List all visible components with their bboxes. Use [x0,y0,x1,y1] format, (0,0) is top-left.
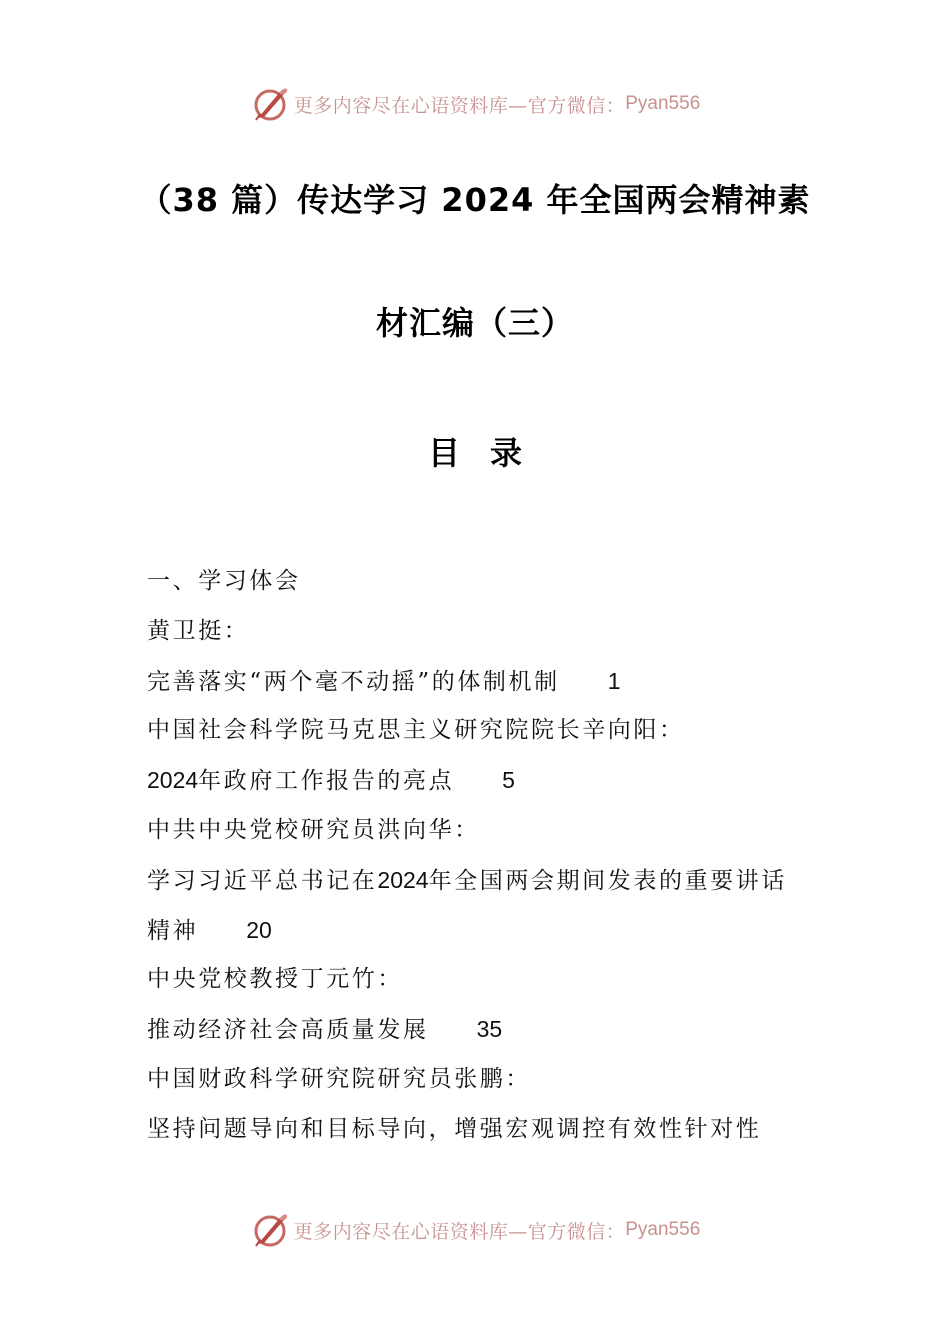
toc-entry[interactable] [147,663,817,713]
toc-entry-continued[interactable] [147,912,817,962]
toc-entry-page: 1 [607,667,621,694]
document-title-line-1: （38 篇）传达学习 2024 年全国两会精神素 [139,181,811,219]
toc-entry-year: 2024 [377,866,429,893]
toc-entry-page: 20 [246,916,272,943]
toc-entry-page: 35 [476,1016,503,1043]
banner-wechat-id: Pyan556 [625,1219,701,1240]
toc-entry-title: 年全国两会期间发表的重要讲话 [428,867,787,894]
toc-entry-title: 学习习近平总书记在 [147,867,378,894]
toc-author: 中国财政科学研究院研究员张鹏： [147,1065,531,1092]
toc-entry[interactable] [147,1011,817,1061]
footer-banner [0,1208,950,1252]
toc-entry-title: 年政府工作报告的亮点 [198,768,455,795]
toc-author: 中央党校教授丁元竹： [147,966,403,993]
quill-logo-icon [250,84,290,124]
toc-heading: 目录 [427,434,552,472]
header-banner [0,82,950,126]
banner-wechat-id: Pyan556 [625,93,701,114]
toc-section-heading: 一、学习体会 [147,568,301,594]
toc-entry-year: 2024 [147,767,199,794]
toc-entry-page: 5 [502,767,515,794]
banner-text: 更多内容尽在心语资料库—官方微信： [293,94,626,117]
toc-entry-title: 坚持问题导向和目标导向，增强宏观调控有效性针对性 [147,1115,762,1142]
toc-entry[interactable] [147,1111,817,1161]
toc-entry-title: 完善落实“两个毫不动摇”的体制机制 [147,668,560,695]
toc-author: 中共中央党校研究员洪向华： [147,816,480,843]
toc-entry[interactable] [147,762,817,812]
table-of-contents [147,563,817,1161]
toc-entry[interactable] [147,862,817,912]
toc-author: 黄卫挺： [147,617,250,644]
toc-author: 中国社会科学院马克思主义研究院院长辛向阳： [147,717,685,744]
toc-entry-title: 精神 [147,917,199,944]
document-title-line-2: 材汇编（三） [375,304,574,342]
quill-logo-icon [250,1210,290,1250]
banner-text: 更多内容尽在心语资料库—官方微信： [293,1220,626,1243]
toc-entry-title: 推动经济社会高质量发展 [147,1017,429,1044]
